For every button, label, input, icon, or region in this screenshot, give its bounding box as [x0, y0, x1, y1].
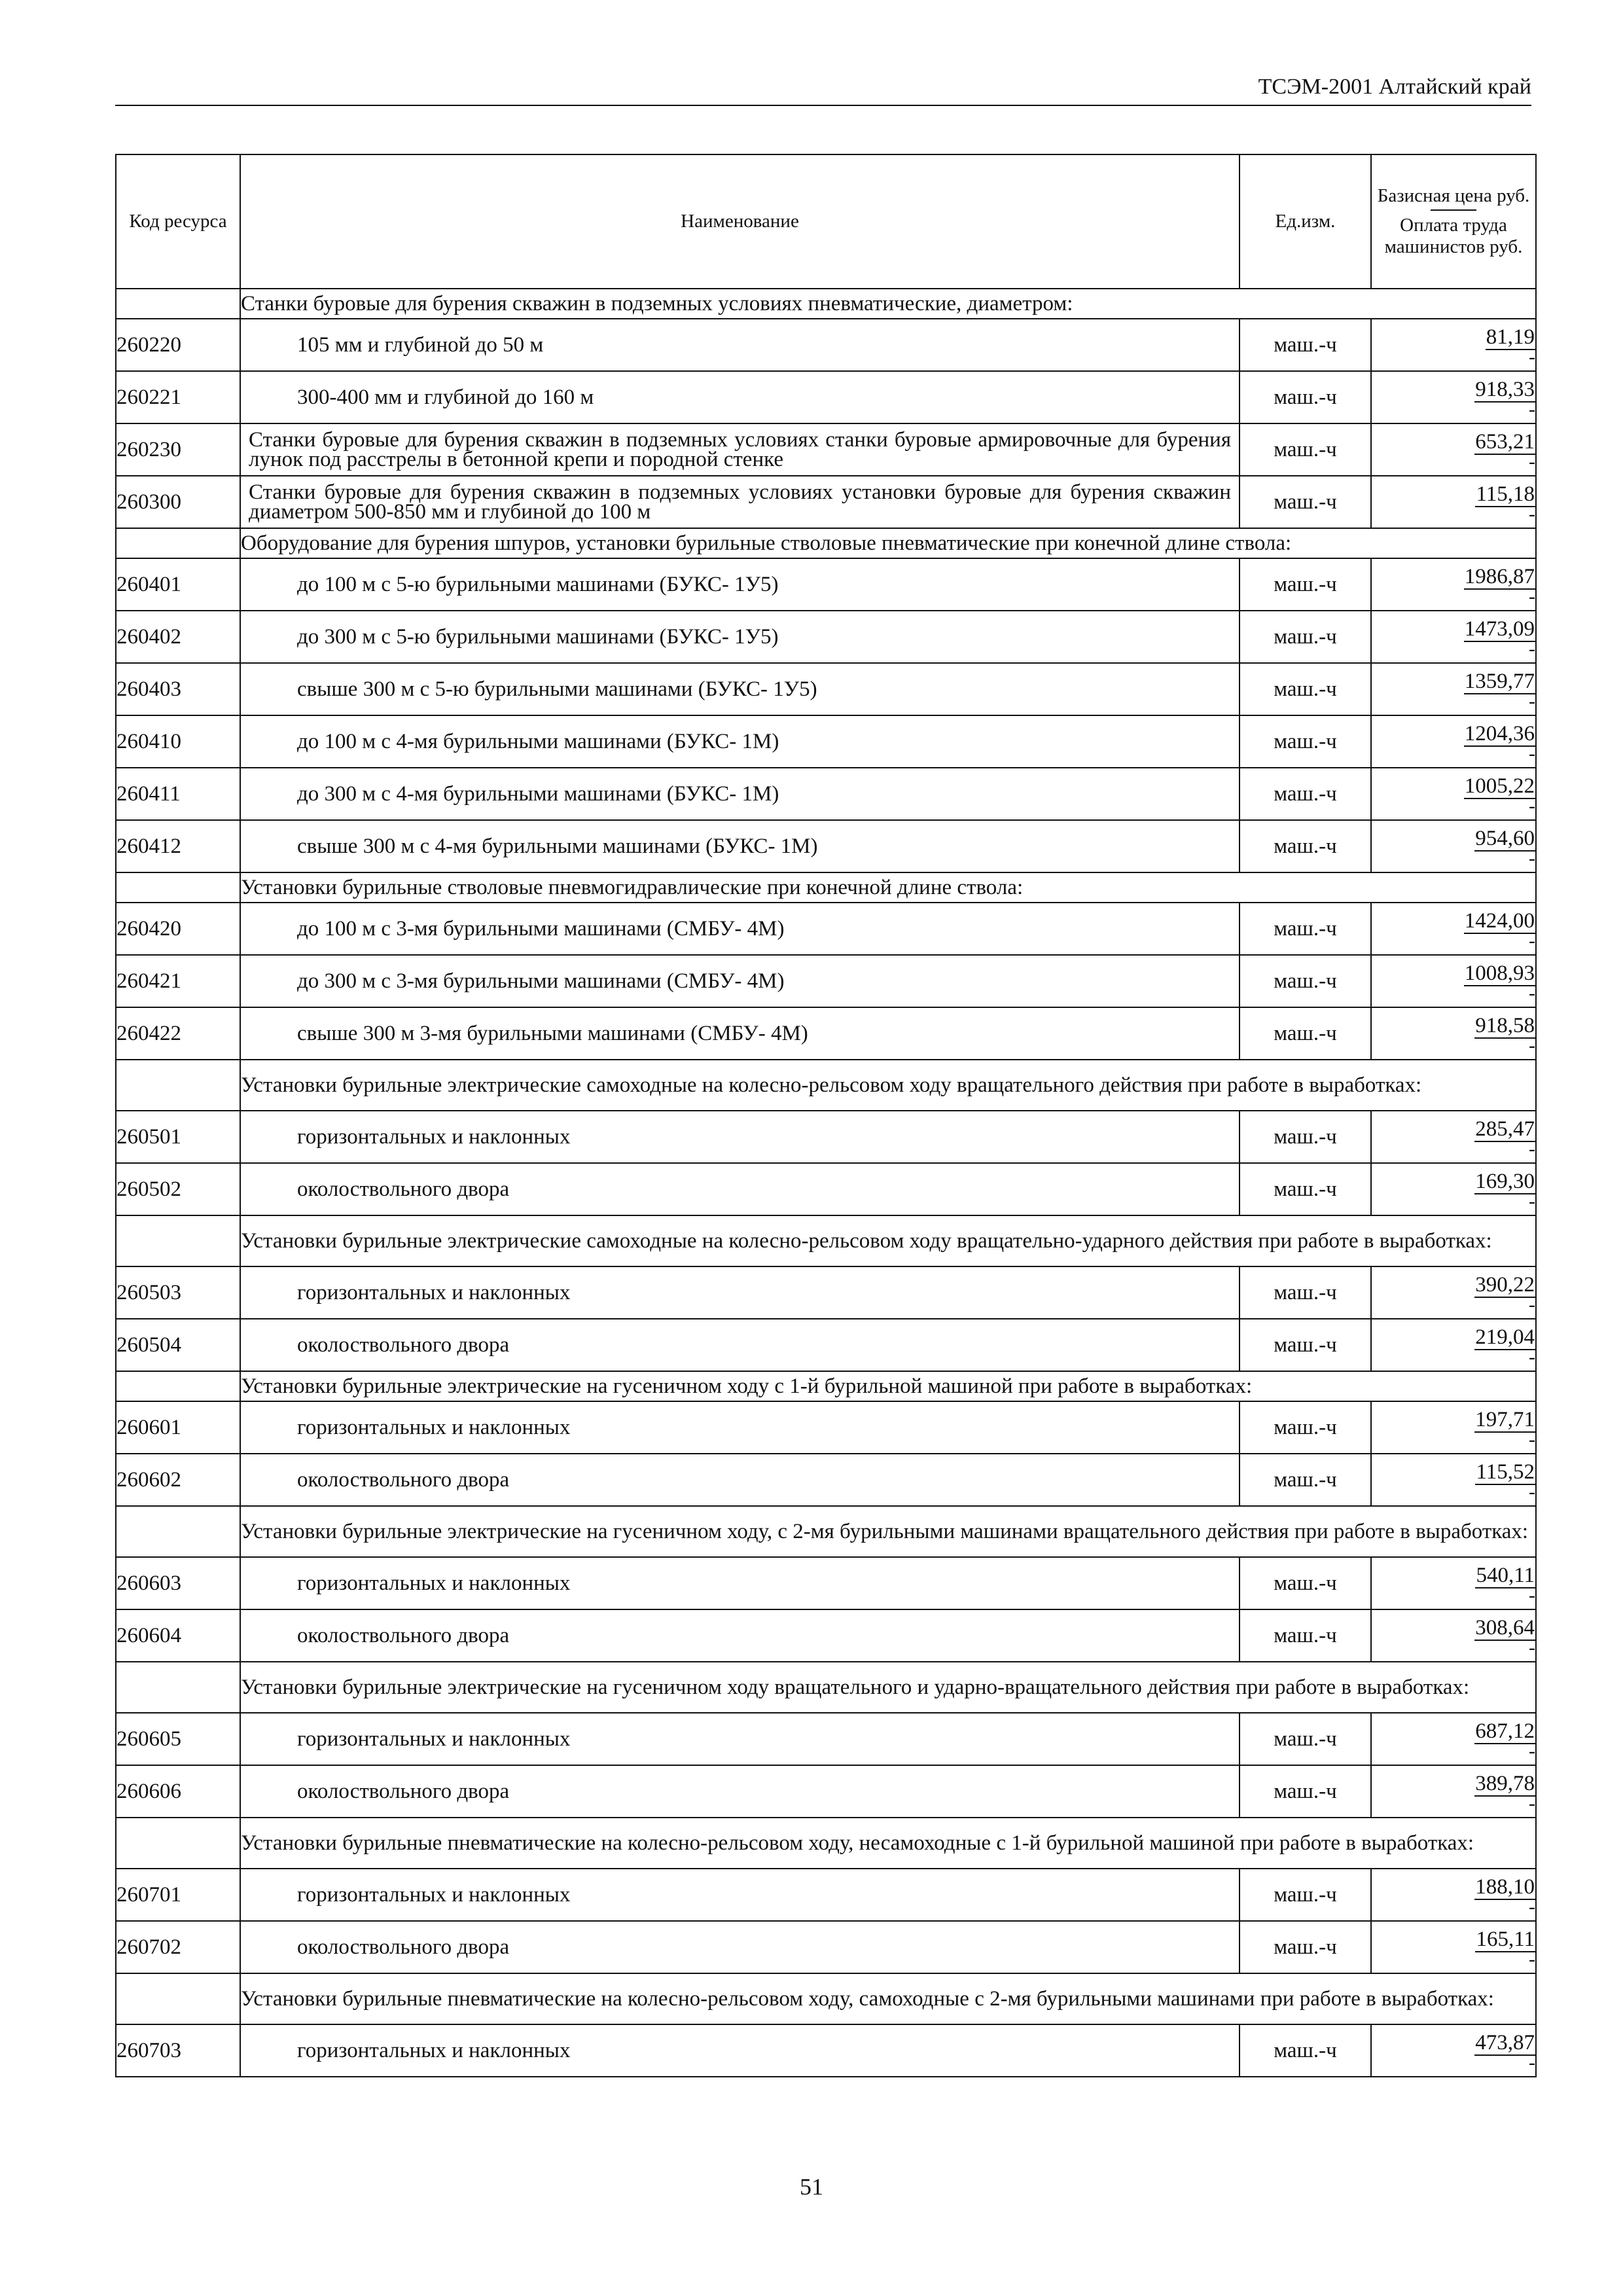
resource-code: 260602: [116, 1454, 240, 1506]
base-price: 169,30: [1475, 1170, 1535, 1193]
table-row: [116, 1007, 1536, 1060]
resource-code: 260402: [116, 611, 240, 663]
table-row: [116, 663, 1536, 715]
page-number: 51: [800, 2174, 823, 2200]
resource-unit: маш.-ч: [1240, 476, 1371, 528]
group-title: Установки бурильные стволовые пневмогидравлические при конечной длине ствола:: [240, 872, 1536, 903]
table-row: [116, 715, 1536, 768]
operator-pay: -: [1529, 1896, 1535, 1918]
resource-unit: маш.-ч: [1240, 1111, 1371, 1163]
operator-pay: -: [1529, 1948, 1535, 1970]
resource-name: 300-400 мм и глубиной до 160 м: [240, 371, 1240, 423]
table-row: [116, 1557, 1536, 1609]
column-header-operator-pay: Оплата труда машинистов руб.: [1384, 215, 1523, 257]
operator-pay: -: [1529, 451, 1535, 473]
operator-pay: -: [1529, 1637, 1535, 1659]
group-code-cell: [116, 1060, 240, 1111]
group-title: Установки бурильные пневматические на колесно-рельсовом ходу, самоходные с 2-мя бурильными машинами при работе в выработках:: [240, 1973, 1536, 2024]
base-price: 687,12: [1475, 1719, 1535, 1743]
group-header-row: [116, 1371, 1536, 1401]
resource-name: горизонтальных и наклонных: [240, 1713, 1240, 1765]
operator-pay: -: [1529, 795, 1535, 817]
resource-name: свыше 300 м 3-мя бурильными машинами (СМБУ- 4М): [240, 1007, 1240, 1060]
operator-pay: -: [1529, 399, 1535, 420]
resource-unit: маш.-ч: [1240, 1765, 1371, 1818]
table-row: [116, 1319, 1536, 1371]
resource-code: 260221: [116, 371, 240, 423]
price-cell: [1371, 1111, 1536, 1163]
resource-name: до 100 м с 4-мя бурильными машинами (БУКС- 1М): [240, 715, 1240, 768]
table-row: [116, 423, 1536, 476]
resource-name: околоствольного двора: [240, 1765, 1240, 1818]
column-header-price: [1371, 154, 1536, 289]
table-row: [116, 1713, 1536, 1765]
resource-unit: маш.-ч: [1240, 423, 1371, 476]
resource-unit: маш.-ч: [1240, 663, 1371, 715]
resource-code: 260603: [116, 1557, 240, 1609]
resource-unit: маш.-ч: [1240, 1869, 1371, 1921]
group-header-row: [116, 528, 1536, 558]
table-row: [116, 1454, 1536, 1506]
price-cell: [1371, 1869, 1536, 1921]
resource-code: 260220: [116, 319, 240, 371]
resource-code: 260420: [116, 903, 240, 955]
table-row: [116, 820, 1536, 872]
price-cell: [1371, 1266, 1536, 1319]
base-price: 918,58: [1475, 1014, 1535, 1037]
base-price: 1424,00: [1464, 909, 1535, 933]
page-header: [115, 71, 1531, 106]
price-cell: [1371, 903, 1536, 955]
group-header-row: [116, 1662, 1536, 1713]
resource-unit: маш.-ч: [1240, 768, 1371, 820]
resource-name: горизонтальных и наклонных: [240, 1869, 1240, 1921]
base-price: 1986,87: [1464, 565, 1535, 588]
resource-name: до 300 м с 3-мя бурильными машинами (СМБУ- 4М): [240, 955, 1240, 1007]
table-row: [116, 611, 1536, 663]
resource-code: 260606: [116, 1765, 240, 1818]
group-header-row: [116, 1818, 1536, 1869]
table-row: [116, 1921, 1536, 1973]
base-price: 1359,77: [1464, 670, 1535, 693]
resource-unit: маш.-ч: [1240, 1609, 1371, 1662]
base-price: 473,87: [1475, 2031, 1535, 2054]
group-header-row: [116, 1973, 1536, 2024]
resource-name: околоствольного двора: [240, 1921, 1240, 1973]
resource-name: Станки буровые для бурения скважин в подземных условиях станки буровые армировочные для бурения лунок под расстрелы в бетонной крепи и породной стенке: [240, 423, 1240, 476]
resource-name: околоствольного двора: [240, 1319, 1240, 1371]
group-code-cell: [116, 1371, 240, 1401]
resource-code: 260605: [116, 1713, 240, 1765]
operator-pay: -: [1529, 691, 1535, 712]
resource-unit: маш.-ч: [1240, 371, 1371, 423]
group-title: Установки бурильные электрические на гусеничном ходу вращательного и ударно-вращательного действия при работе в выработках:: [240, 1662, 1536, 1713]
operator-pay: -: [1529, 586, 1535, 607]
resource-unit: маш.-ч: [1240, 1163, 1371, 1215]
price-cell: [1371, 1401, 1536, 1454]
resource-code: 260703: [116, 2024, 240, 2077]
resource-code: 260504: [116, 1319, 240, 1371]
operator-pay: -: [1529, 1138, 1535, 1160]
table-row: [116, 319, 1536, 371]
resource-code: 260300: [116, 476, 240, 528]
table-row: [116, 955, 1536, 1007]
resource-unit: маш.-ч: [1240, 1921, 1371, 1973]
base-price: 389,78: [1475, 1772, 1535, 1795]
group-code-cell: [116, 289, 240, 319]
table-row: [116, 371, 1536, 423]
table-row: [116, 558, 1536, 611]
price-cell: [1371, 1713, 1536, 1765]
column-header-base-price: Базисная цена руб.: [1377, 185, 1530, 206]
operator-pay: -: [1529, 982, 1535, 1004]
table-row: [116, 1869, 1536, 1921]
resource-name: околоствольного двора: [240, 1454, 1240, 1506]
base-price: 165,11: [1476, 1928, 1535, 1951]
base-price: 918,33: [1475, 378, 1535, 401]
base-price: 1008,93: [1464, 961, 1535, 985]
operator-pay: -: [1529, 848, 1535, 869]
operator-pay: -: [1529, 638, 1535, 660]
table-row: [116, 1266, 1536, 1319]
group-title: Установки бурильные пневматические на колесно-рельсовом ходу, несамоходные с 1-й бурильной машиной при работе в выработках:: [240, 1818, 1536, 1869]
group-code-cell: [116, 528, 240, 558]
price-cell: [1371, 2024, 1536, 2077]
resource-unit: маш.-ч: [1240, 1557, 1371, 1609]
base-price: 1473,09: [1464, 617, 1535, 641]
resource-name: околоствольного двора: [240, 1609, 1240, 1662]
resource-code: 260410: [116, 715, 240, 768]
resource-unit: маш.-ч: [1240, 611, 1371, 663]
operator-pay: -: [1529, 1191, 1535, 1212]
resource-name: горизонтальных и наклонных: [240, 1401, 1240, 1454]
price-cell: [1371, 319, 1536, 371]
resource-unit: маш.-ч: [1240, 955, 1371, 1007]
group-code-cell: [116, 872, 240, 903]
resource-unit: маш.-ч: [1240, 2024, 1371, 2077]
table-row: [116, 1609, 1536, 1662]
group-title: Станки буровые для бурения скважин в подземных условиях пневматические, диаметром:: [240, 289, 1536, 319]
group-title: Установки бурильные электрические самоходные на колесно-рельсовом ходу вращательно-ударного действия при работе в выработках:: [240, 1215, 1536, 1266]
operator-pay: -: [1529, 743, 1535, 764]
base-price: 390,22: [1475, 1273, 1535, 1297]
price-cell: [1371, 1319, 1536, 1371]
table-row: [116, 768, 1536, 820]
price-cell: [1371, 663, 1536, 715]
resource-code: 260501: [116, 1111, 240, 1163]
resource-unit: маш.-ч: [1240, 715, 1371, 768]
operator-pay: -: [1529, 1481, 1535, 1503]
column-header-divider: [1431, 209, 1476, 211]
base-price: 954,60: [1475, 827, 1535, 850]
base-price: 308,64: [1475, 1616, 1535, 1640]
base-price: 115,52: [1476, 1460, 1535, 1484]
price-cell: [1371, 558, 1536, 611]
resource-code: 260702: [116, 1921, 240, 1973]
base-price: 1204,36: [1464, 722, 1535, 745]
group-code-cell: [116, 1973, 240, 2024]
resource-unit: маш.-ч: [1240, 1713, 1371, 1765]
resource-unit: маш.-ч: [1240, 1266, 1371, 1319]
resource-code: 260421: [116, 955, 240, 1007]
resource-code: 260601: [116, 1401, 240, 1454]
resource-name: до 300 м с 5-ю бурильными машинами (БУКС- 1У5): [240, 611, 1240, 663]
group-title: Оборудование для бурения шпуров, установки бурильные стволовые пневматические при конечной длине ствола:: [240, 528, 1536, 558]
resource-name: до 100 м с 3-мя бурильными машинами (СМБУ- 4М): [240, 903, 1240, 955]
table-body: [116, 289, 1536, 2077]
price-cell: [1371, 1454, 1536, 1506]
resource-name: до 100 м с 5-ю бурильными машинами (БУКС- 1У5): [240, 558, 1240, 611]
group-code-cell: [116, 1818, 240, 1869]
price-cell: [1371, 371, 1536, 423]
resource-name: свыше 300 м с 4-мя бурильными машинами (БУКС- 1М): [240, 820, 1240, 872]
table-row: [116, 1163, 1536, 1215]
base-price: 653,21: [1475, 430, 1535, 454]
column-header-name: Наименование: [240, 154, 1240, 289]
table-row: [116, 1765, 1536, 1818]
operator-pay: -: [1529, 2052, 1535, 2073]
group-header-row: [116, 289, 1536, 319]
operator-pay: -: [1529, 1346, 1535, 1368]
price-cell: [1371, 1163, 1536, 1215]
resource-name: горизонтальных и наклонных: [240, 2024, 1240, 2077]
resource-unit: маш.-ч: [1240, 1007, 1371, 1060]
base-price: 81,19: [1486, 325, 1535, 349]
resource-code: 260412: [116, 820, 240, 872]
resource-name: до 300 м с 4-мя бурильными машинами (БУКС- 1М): [240, 768, 1240, 820]
resource-code: 260422: [116, 1007, 240, 1060]
operator-pay: -: [1529, 1793, 1535, 1814]
group-code-cell: [116, 1662, 240, 1713]
operator-pay: -: [1529, 930, 1535, 952]
table-row: [116, 476, 1536, 528]
group-header-row: [116, 872, 1536, 903]
resource-unit: маш.-ч: [1240, 1401, 1371, 1454]
base-price: 219,04: [1475, 1325, 1535, 1349]
table-row: [116, 2024, 1536, 2077]
resource-code: 260403: [116, 663, 240, 715]
group-header-row: [116, 1215, 1536, 1266]
resource-code: 260701: [116, 1869, 240, 1921]
column-header-code: Код ресурса: [116, 154, 240, 289]
resource-name: горизонтальных и наклонных: [240, 1266, 1240, 1319]
resource-code: 260604: [116, 1609, 240, 1662]
price-cell: [1371, 1765, 1536, 1818]
resource-name: свыше 300 м с 5-ю бурильными машинами (БУКС- 1У5): [240, 663, 1240, 715]
resource-table: [115, 154, 1537, 2077]
price-cell: [1371, 423, 1536, 476]
resource-unit: маш.-ч: [1240, 319, 1371, 371]
group-title: Установки бурильные электрические на гусеничном ходу с 1-й бурильной машиной при работе в выработках:: [240, 1371, 1536, 1401]
price-cell: [1371, 955, 1536, 1007]
resource-unit: маш.-ч: [1240, 903, 1371, 955]
resource-unit: маш.-ч: [1240, 558, 1371, 611]
price-cell: [1371, 1007, 1536, 1060]
table-row: [116, 903, 1536, 955]
resource-name: 105 мм и глубиной до 50 м: [240, 319, 1240, 371]
price-cell: [1371, 768, 1536, 820]
price-cell: [1371, 1921, 1536, 1973]
base-price: 285,47: [1475, 1117, 1535, 1141]
group-title: Установки бурильные электрические на гусеничном ходу, с 2-мя бурильными машинами вращательного действия при работе в выработках:: [240, 1506, 1536, 1557]
group-header-row: [116, 1060, 1536, 1111]
resource-code: 260503: [116, 1266, 240, 1319]
resource-name: Станки буровые для бурения скважин в подземных условиях установки буровые для бурения скважин диаметром 500-850 мм и глубиной до 100 м: [240, 476, 1240, 528]
group-title: Установки бурильные электрические самоходные на колесно-рельсовом ходу вращательного действия при работе в выработках:: [240, 1060, 1536, 1111]
base-price: 1005,22: [1464, 774, 1535, 798]
price-cell: [1371, 1609, 1536, 1662]
resource-unit: маш.-ч: [1240, 1454, 1371, 1506]
resource-code: 260411: [116, 768, 240, 820]
price-cell: [1371, 820, 1536, 872]
resource-code: 260502: [116, 1163, 240, 1215]
base-price: 188,10: [1475, 1875, 1535, 1899]
resource-name: околоствольного двора: [240, 1163, 1240, 1215]
table-header-row: [116, 154, 1536, 289]
column-header-unit: Ед.изм.: [1240, 154, 1371, 289]
base-price: 197,71: [1475, 1408, 1535, 1431]
price-cell: [1371, 476, 1536, 528]
price-cell: [1371, 1557, 1536, 1609]
operator-pay: -: [1529, 503, 1535, 525]
resource-code: 260401: [116, 558, 240, 611]
operator-pay: -: [1529, 346, 1535, 368]
resource-name: горизонтальных и наклонных: [240, 1111, 1240, 1163]
price-cell: [1371, 611, 1536, 663]
resource-name: горизонтальных и наклонных: [240, 1557, 1240, 1609]
group-header-row: [116, 1506, 1536, 1557]
document-title: ТСЭМ-2001 Алтайский край: [1258, 75, 1531, 99]
operator-pay: -: [1529, 1585, 1535, 1606]
base-price: 115,18: [1476, 482, 1535, 506]
resource-unit: маш.-ч: [1240, 820, 1371, 872]
operator-pay: -: [1529, 1294, 1535, 1316]
table-row: [116, 1401, 1536, 1454]
price-cell: [1371, 715, 1536, 768]
resource-code: 260230: [116, 423, 240, 476]
group-code-cell: [116, 1215, 240, 1266]
resource-unit: маш.-ч: [1240, 1319, 1371, 1371]
base-price: 540,11: [1476, 1564, 1535, 1587]
operator-pay: -: [1529, 1740, 1535, 1762]
operator-pay: -: [1529, 1429, 1535, 1450]
group-code-cell: [116, 1506, 240, 1557]
operator-pay: -: [1529, 1035, 1535, 1056]
table-row: [116, 1111, 1536, 1163]
